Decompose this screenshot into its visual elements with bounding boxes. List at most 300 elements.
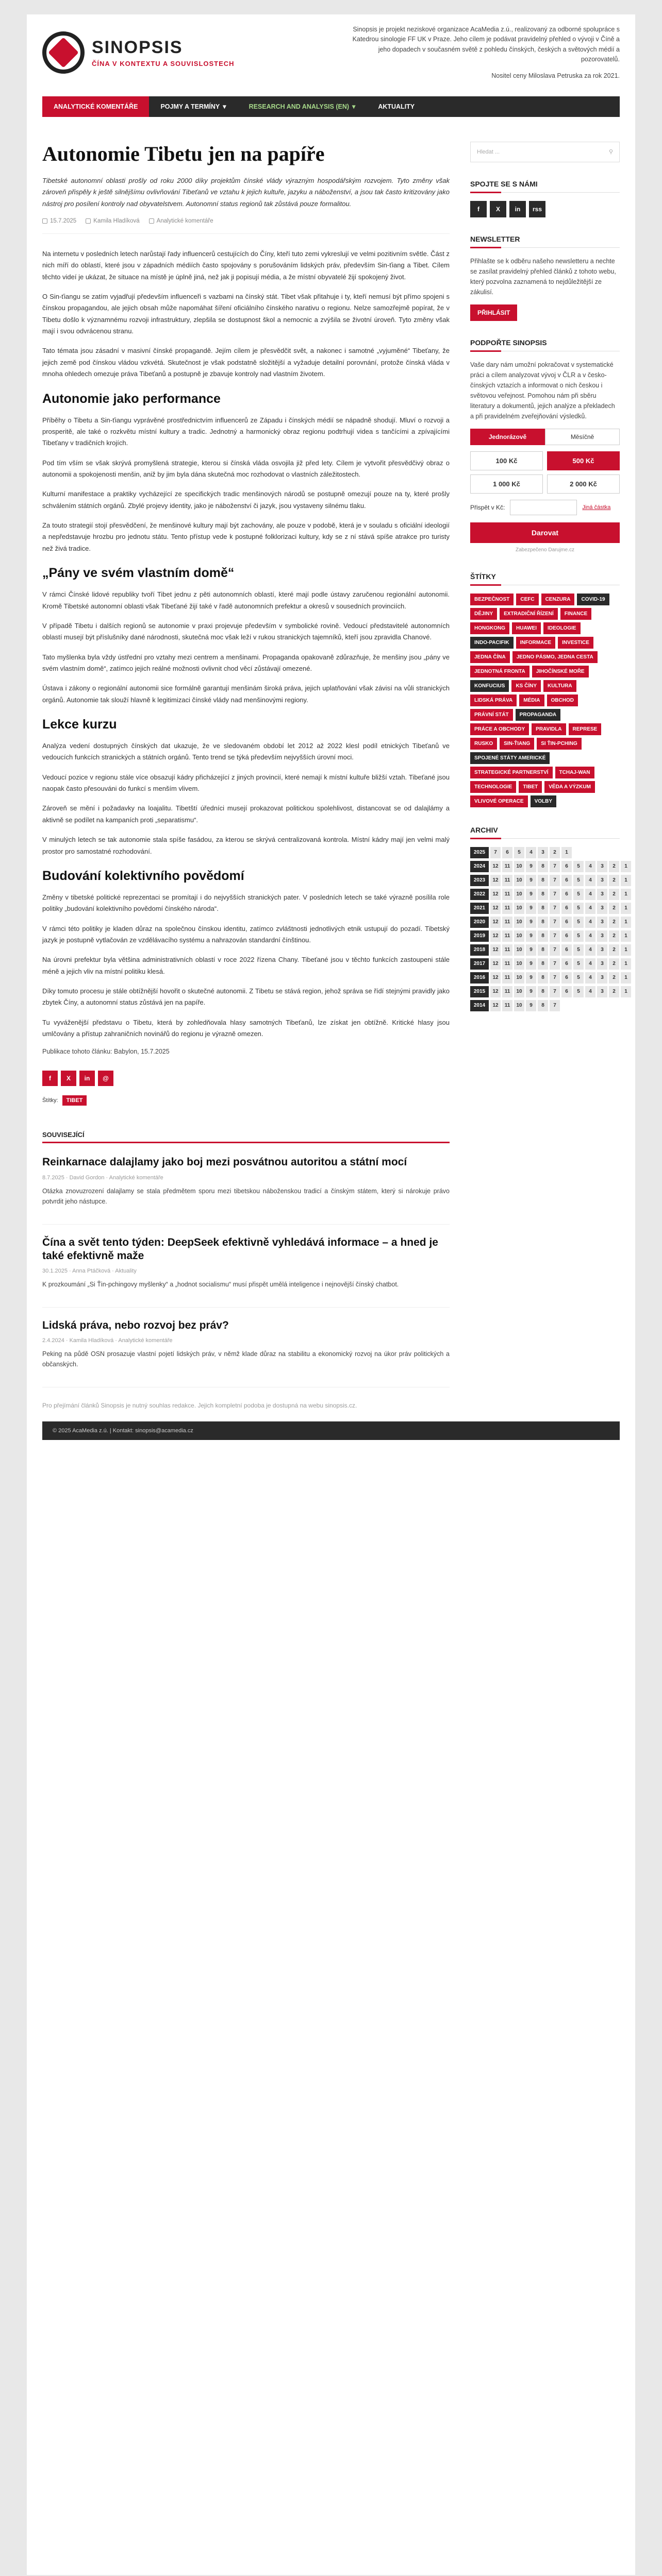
archive-row [470,875,627,886]
archive-month[interactable]: 10 [514,917,524,928]
logo-mark-icon [42,31,85,74]
archive-month[interactable]: 8 [538,875,548,886]
archive-row [470,986,627,997]
archive-month[interactable]: 9 [526,944,536,956]
archive-month[interactable]: 10 [514,861,524,872]
archive-month[interactable]: 11 [502,944,512,956]
paragraph: Tato témata jsou zásadní v masivní čínské propagandě. Jejím cílem je přesvědčit svět, a nakonec i samotné „vyjuměné“ Tibeťany, že jejich země pod čínskou vládou vzkvétá. Skutečnost je však podstatně složitější a vyžaduje detailní porovnání, protože čínská vláda v mnoha ohledech omezuje práva Tibeťanů a postupně je zbavuje kontroly nad vlastním životem. [42,347,450,378]
archive-month[interactable]: 11 [502,958,512,970]
article-author: Kamila Hladíková [93,217,140,224]
paragraph: Vedoucí pozice v regionu stále více obsazují kádry přicházející z jiných provincií, které nemají k místní kultuře bližší vztah. Tibeťané jsou naopak často přesouváni do funkcí s menším vlivem. [42,773,450,793]
archive-row [470,930,627,942]
tag-cloud-item[interactable]: HONGKONG [470,622,509,634]
archive-month[interactable]: 1 [621,861,631,872]
archive-month[interactable]: 3 [597,958,607,970]
archive-month[interactable]: 2 [609,861,619,872]
page [27,14,635,2575]
archive-month[interactable]: 4 [585,861,595,872]
archive-month[interactable]: 9 [526,875,536,886]
archive-month[interactable]: 8 [538,1000,548,1011]
archive-month[interactable]: 2 [609,944,619,956]
related-item-title[interactable]: Čína a svět tento týden: DeepSeek efektivně vyhledává informace – a hned je také efektivně maže [42,1236,438,1262]
archive-row [470,861,627,872]
tag-cloud-item[interactable]: BEZPEČNOST [470,594,514,605]
archive-month[interactable]: 4 [585,903,595,914]
paragraph: Ústava i zákony o regionální autonomii sice formálně garantují menšinám široká práva, jejich uplatňování však závisí na vůli stranických orgánů. Autonomie tak slouží hlavně k legitimizaci čínské vlády nad menšinovými regiony. [42,684,450,704]
archive-month[interactable]: 7 [550,1000,560,1011]
archive-month[interactable]: 8 [538,986,548,997]
paragraph: Změny v tibetské politické reprezentaci se promítají i do nejvyšších stranických pater. V posledních letech se také výrazně posílila role politiky „budování kolektivního povědomí čínského národa“. [42,893,450,913]
archive-month[interactable]: 4 [585,875,595,886]
chevron-down-icon: ▾ [352,103,356,111]
reprint-note: Pro přejímání článků Sinopsis je nutný souhlas redakce. Jejich kompletní podoba je dostupná na webu sinopsis.cz. [42,1402,357,1410]
archive-month[interactable]: 12 [490,972,501,984]
archive-month[interactable]: 6 [561,861,572,872]
paragraph: Zároveň se mění i požadavky na loajalitu. Tibetští úředníci musejí prokazovat politickou spolehlivost, distancovat se od dalajlámy a aktivně se podílet na kampaních proti „separatismu“. [42,804,450,824]
archive-month[interactable]: 11 [502,861,512,872]
paragraph: Díky tomuto procesu je stále obtížnější hovořit o skutečné autonomii. Z Tibetu se stává region, jehož správa se řídí stejnými pravidly jako zbytek Číny, a autonomní status zůstává jen na papíře. [42,987,450,1007]
archive-month[interactable]: 3 [597,903,607,914]
archive-month[interactable]: 11 [502,889,512,900]
paragraph: V minulých letech se tak autonomie stala spíše fasádou, za kterou se skrývá centralizovaná kontrola. Místní kádry mají jen velmi malý prostor pro samostatné rozhodování. [42,836,450,855]
linkedin-icon[interactable]: in [509,201,526,217]
archive-month[interactable]: 5 [573,903,584,914]
archive-month[interactable]: 3 [597,917,607,928]
nav-item-pojmy[interactable] [149,96,237,117]
article-date: 15.7.2025 [50,217,77,224]
archive-month[interactable]: 5 [573,944,584,956]
archive-month[interactable]: 9 [526,861,536,872]
tag-cloud-item[interactable]: VĚDA A VÝZKUM [544,781,595,793]
archive-month[interactable]: 12 [490,986,501,997]
archive-month[interactable]: 11 [502,986,512,997]
archive-month[interactable]: 9 [526,1000,536,1011]
article-section [42,392,450,555]
tag-cloud-item[interactable]: INVESTICE [558,637,593,649]
paragraph: O Sin-ťiangu se zatím vyjadřují především influenceři s vazbami na čínský stát. Tibet však přitahuje i ty, kteří nemusí být přímo spojeni s čínskou propagandou, ale jejich obsah může napomáhat šíření oficiálního čínského narativu o regionu. Nelze samozřejmě popírat, že v Tibetu došlo k významnému rozvoji infrastruktury, zlepšila se dostupnost škol a nemocnic a zvýšila se životní úroveň. Tyto změny však mají i svou odvrácenou stranu. [42,293,450,335]
archive-month[interactable]: 9 [526,930,536,942]
archive-month[interactable]: 4 [526,847,536,858]
archive-row [470,944,627,956]
archive-month[interactable]: 3 [597,889,607,900]
archive-month[interactable]: 2 [609,903,619,914]
archive-row [470,958,627,970]
archive-month[interactable]: 2 [609,889,619,900]
powered-by: Zabezpečeno Darujme.cz [516,547,574,553]
archive-month[interactable]: 12 [490,944,501,956]
archive-month[interactable]: 12 [490,1000,501,1011]
archive-month[interactable]: 1 [621,944,631,956]
share-buttons [42,1071,450,1086]
archive-year[interactable]: 2014 [470,1000,489,1011]
tag-cloud-item[interactable]: RUSKO [470,738,497,750]
archive-month[interactable]: 5 [573,861,584,872]
tag-cloud-item[interactable]: SPOJENÉ STÁTY AMERICKÉ [470,752,550,764]
archive-month[interactable]: 1 [621,972,631,984]
archive-month[interactable]: 4 [585,972,595,984]
archive-month[interactable]: 4 [585,930,595,942]
archive-month[interactable]: 5 [573,889,584,900]
paragraph: Na internetu v posledních letech narůstají řady influencerů cestujících do Číny, kteří tuto zemi vykreslují ve velmi pozitivním světle. Část z nich míří do oblastí, které jsou v západních médiích často spojovány s porušováním lidských práv, především Sin-ťiang a Tibet. Cílem těchto videí je ukázat, že situace na místě je úplně jiná, než jak ji popisují média, a že místní obyvatelé žijí spokojený život. [42,249,450,281]
tag-cloud-item[interactable]: PRÁCE A OBCHODY [470,723,529,735]
archive-month[interactable]: 6 [561,875,572,886]
archive-year[interactable]: 2024 [470,861,489,872]
archive-month[interactable]: 6 [561,889,572,900]
article-signature: Publikace tohoto článku: Babylon, 15.7.2025 [42,1048,170,1056]
archive-month[interactable]: 5 [573,917,584,928]
article-tags [42,1095,450,1106]
archive-month[interactable]: 12 [490,861,501,872]
article-section [42,869,450,1040]
related-item-meta: 8.7.2025 · David Gordon · Analytické komentáře [42,1174,163,1181]
archive-month[interactable]: 11 [502,875,512,886]
archive-month[interactable]: 4 [585,958,595,970]
tag-cloud-item[interactable]: TCHAJ-WAN [555,767,594,778]
archive-month[interactable]: 7 [550,986,560,997]
tag-cloud-item[interactable]: HUAWEI [512,622,541,634]
search-icon[interactable]: ⚲ [608,149,613,156]
nav-label: AKTUALITY [378,103,415,110]
archive-year[interactable]: 2022 [470,889,489,900]
tag-cloud-item[interactable]: MÉDIA [519,694,544,706]
related-item [42,1156,450,1224]
archive-month[interactable]: 5 [573,986,584,997]
paragraph: V rámci této politiky je kladen důraz na společnou čínskou identitu, zatímco zvláštnosti jednotlivých etnik ustupují do pozadí. Tibetský jazyk je postupně vytlačován ze vzdělávacího systému a nahrazován standardní čínštinou. [42,924,450,944]
archive-month[interactable]: 11 [502,903,512,914]
section-heading: Autonomie jako performance [42,391,221,406]
archive-month[interactable]: 7 [550,861,560,872]
award-text: Nositel ceny Miloslava Petruska za rok 2021. [491,72,620,79]
archive-month[interactable]: 7 [550,875,560,886]
archive-month[interactable]: 12 [490,903,501,914]
archive-month[interactable]: 11 [502,972,512,984]
archive-title: ARCHIV [470,826,620,839]
archive-month[interactable]: 3 [597,875,607,886]
archive-month[interactable]: 9 [526,889,536,900]
archive-year[interactable]: 2016 [470,972,489,984]
mode-monthly[interactable]: Měsíčně [545,429,620,445]
site-header [42,14,620,92]
archive-month[interactable]: 5 [573,930,584,942]
archive-month[interactable]: 4 [585,944,595,956]
date-meta [42,218,76,224]
archive-month[interactable]: 1 [621,889,631,900]
article-category: Analytické komentáře [156,217,213,224]
archive-month[interactable]: 2 [609,958,619,970]
archive-row [470,1000,620,1011]
archive-month[interactable]: 5 [573,972,584,984]
archive-year[interactable]: 2018 [470,944,489,956]
archive-month[interactable]: 3 [597,972,607,984]
category-meta[interactable] [149,218,213,224]
tag-cloud-item[interactable]: IDEOLOGIE [543,622,581,634]
tag-cloud-item[interactable]: JEDNA ČÍNA [470,651,510,663]
archive-row [470,972,627,984]
tag-cloud-item[interactable]: INDO-PACIFIK [470,637,514,649]
archive-month[interactable]: 3 [597,944,607,956]
site-footer: © 2025 AcaMedia z.ú. | Kontakt: sinopsis@acamedia.cz [42,1421,620,1440]
tag-cloud-item[interactable]: INFORMACE [516,637,556,649]
archive-month[interactable]: 11 [502,1000,512,1011]
archive-month[interactable]: 12 [490,875,501,886]
custom-amount-input[interactable] [510,500,577,515]
nav-label: RESEARCH AND ANALYSIS (EN) [249,103,350,110]
archive-year[interactable]: 2015 [470,986,489,997]
nav-item-aktuality[interactable] [367,96,426,117]
search-placeholder: Hledat ... [477,148,500,155]
archive-month[interactable]: 6 [561,903,572,914]
amount-option[interactable]: 2 000 Kč [547,474,620,494]
archive-month[interactable]: 8 [538,917,548,928]
archive [470,847,627,1011]
archive-month[interactable]: 3 [538,847,548,858]
archive-month[interactable]: 8 [538,861,548,872]
archive-month[interactable]: 1 [621,930,631,942]
tag-cloud-item[interactable]: FINANCE [560,608,591,620]
amount-option[interactable]: 100 Kč [470,451,543,470]
archive-month[interactable]: 4 [585,986,595,997]
archive-month[interactable]: 5 [514,847,524,858]
support-title: PODPOŘTE SINOPSIS [470,338,620,351]
rss-icon[interactable]: rss [529,201,545,217]
related-item-title[interactable]: Reinkarnace dalajlamy jako boj mezi posvátnou autoritou a státní mocí [42,1156,407,1168]
archive-month[interactable]: 10 [514,1000,524,1011]
facebook-icon[interactable]: f [470,201,487,217]
archive-month[interactable]: 6 [502,847,512,858]
custom-amount-label: Přispět v Kč: [470,503,505,511]
archive-month[interactable]: 8 [538,944,548,956]
archive-month[interactable]: 2 [550,847,560,858]
article-title: Autonomie Tibetu jen na papíře [42,142,325,165]
header-about [352,25,620,81]
amount-option[interactable]: 1 000 Kč [470,474,543,494]
article-lead: Tibetské autonomní oblasti prošly od roku 2000 díky projektům čínské vlády výrazným hospodářským rozvojem. Tyto změny však zároveň přispěly k ještě silnějšímu ovlivňování Tibeťanů ve vztahu k jejich kultuře, jazyku a náboženství, a jsou tak často kritizovány jako nástroj pro posílení kontroly nad obyvatelstvem. Autonomní status regionů tak zůstává pouze formalitou. [42,176,450,208]
archive-row [470,847,620,858]
related-item-meta: 30.1.2025 · Anna Ptáčková · Aktuality [42,1268,137,1275]
main-nav [42,96,620,117]
archive-month[interactable]: 1 [621,903,631,914]
related-item [42,1236,450,1308]
archive-month[interactable]: 10 [514,986,524,997]
archive-month[interactable]: 10 [514,889,524,900]
archive-month[interactable]: 2 [609,986,619,997]
archive-year[interactable]: 2021 [470,903,489,914]
section-heading: Lekce kurzu [42,717,117,732]
archive-month[interactable]: 3 [597,930,607,942]
archive-month[interactable]: 4 [585,889,595,900]
archive-month[interactable]: 7 [490,847,501,858]
tag-cloud-item[interactable]: TECHNOLOGIE [470,781,516,793]
archive-month[interactable]: 3 [597,986,607,997]
archive-month[interactable]: 5 [573,875,584,886]
archive-month[interactable]: 1 [621,875,631,886]
newsletter-subscribe-button[interactable]: PŘIHLÁSIT [470,304,517,321]
archive-month[interactable]: 6 [561,986,572,997]
search-input[interactable] [470,142,620,162]
archive-month[interactable]: 8 [538,903,548,914]
tags-label: Štítky: [42,1097,58,1104]
nav-item-research[interactable] [238,96,367,117]
archive-month[interactable]: 9 [526,958,536,970]
tag-cloud-item[interactable]: SI ŤIN-PCHING [537,738,582,750]
tag-cloud-item[interactable]: DĚJINY [470,608,497,620]
nav-label: POJMY A TERMÍNY [160,103,220,110]
archive-month[interactable]: 1 [561,847,572,858]
social-links [470,201,620,217]
archive-month[interactable]: 12 [490,930,501,942]
archive-year[interactable]: 2019 [470,930,489,942]
support-text: Vaše dary nám umožní pokračovat v systematické práci a cílem analyzovat vývoj v ČLR a v česko-čínských vztazích a informovat o nich českou i světovou veřejnost. Pomohou nám při sběru literatury a dokumentů, jejich analýze a překladech a při pravidelném zveřejňování výsledků. [470,361,615,420]
tag-cloud-item[interactable]: VOLBY [531,795,556,807]
share-linkedin-button[interactable]: in [79,1071,95,1086]
tag-cloud-item[interactable]: PRAVIDLA [532,723,566,735]
archive-month[interactable]: 7 [550,972,560,984]
site-tagline: ČÍNA V KONTEXTU A SOUVISLOSTECH [92,60,235,68]
paragraph: V případě Tibetu i dalších regionů se autonomie v praxi projevuje především v symbolické rovině. Vedoucí představitelé autonomních oblastí musejí být příslušníky dané národnosti, skutečná moc však leží v rukou stranických tajemníků, kteří jsou zpravidla Chanové. [42,621,450,641]
archive-month[interactable]: 12 [490,889,501,900]
about-text: Sinopsis je projekt neziskové organizace AcaMedia z.ú., realizovaný za odborné spolupráce s Katedrou sinologie FF UK v Praze. Jeho cílem je podávat pravidelný přehled o vývoji v Číně a jeho dopadech v současném světě z pohledu čínských, českých a světových médií a pozorovatelů. [352,26,620,63]
tag-cloud-item[interactable]: EXTRADIČNÍ ŘÍZENÍ [500,608,558,620]
tag-cloud-item[interactable]: COVID-19 [577,594,609,605]
archive-month[interactable]: 8 [538,958,548,970]
donate-button[interactable]: Darovat [470,522,620,543]
archive-month[interactable]: 7 [550,889,560,900]
tag-cloud-item[interactable]: KONFUCIUS [470,680,509,692]
archive-month[interactable]: 8 [538,930,548,942]
article-section [42,717,450,857]
paragraph: V rámci Čínské lidové republiky tvoří Tibet jednu z pěti autonomních oblastí, které mají podle ústavy zaručenou regionální autonomii. Kromě Tibetské autonomní oblasti však Tibeťané žijí také v řadě autonomních prefektur a okresů v sousedních provinciích. [42,590,450,610]
calendar-icon [42,218,47,224]
section-heading: „Pány ve svém vlastním domě“ [42,566,235,581]
archive-row [470,903,627,914]
archive-month[interactable]: 2 [609,875,619,886]
archive-month[interactable]: 7 [550,903,560,914]
tag-cloud-item[interactable]: CEFC [516,594,538,605]
archive-month[interactable]: 6 [561,930,572,942]
paragraph: Pod tím vším se však skrývá promyšlená strategie, kterou si čínská vláda osvojila již před lety. Cílem je vytvořit přesvědčivý obraz o autonomii a spokojenosti menšin, aniž by jim byla dána skutečná moc rozhodovat o vlastních záležitostech. [42,459,450,478]
archive-year[interactable]: 2025 [470,847,489,858]
paragraph: Tato myšlenka byla vždy ústřední pro vztahy mezi centrem a menšinami. Propaganda opakovaně zdůrazňuje, že menšiny jsou „pány ve svém vlastním domě“, zatímco jejich reálné možnosti ovlivnit chod věcí zůstávají omezené. [42,653,450,672]
user-icon [86,218,91,224]
archive-month[interactable]: 11 [502,917,512,928]
tag-cloud-item[interactable]: OBCHOD [547,694,578,706]
archive-month[interactable]: 2 [609,930,619,942]
archive-month[interactable]: 10 [514,958,524,970]
archive-month[interactable]: 1 [621,986,631,997]
tag-cloud-item[interactable]: STRATEGICKÉ PARTNERSTVÍ [470,767,553,778]
archive-month[interactable]: 1 [621,958,631,970]
archive-month[interactable]: 10 [514,875,524,886]
share-x-button[interactable]: X [61,1071,76,1086]
share-email-button[interactable]: @ [98,1071,113,1086]
archive-month[interactable]: 6 [561,944,572,956]
x-icon[interactable]: X [490,201,506,217]
sidebar [470,142,627,1411]
archive-month[interactable]: 9 [526,986,536,997]
archive-month[interactable]: 6 [561,958,572,970]
tag-cloud-item[interactable]: SIN-ŤIANG [500,738,534,750]
newsletter-title: NEWSLETTER [470,235,620,248]
archive-month[interactable]: 12 [490,917,501,928]
site-name: SINOPSIS [92,38,183,58]
tag-cloud-item[interactable]: TIBET [519,781,542,793]
archive-month[interactable]: 9 [526,972,536,984]
tag-cloud-item[interactable]: CENZURA [541,594,575,605]
article-meta [42,218,450,234]
archive-month[interactable]: 7 [550,944,560,956]
archive-row [470,889,627,900]
related-item-text: Otázka znovuzrození dalajlamy se stala předmětem sporu mezi tibetskou náboženskou tradicí a čínským státem, který si nárokuje právo potvrdit jeho nástupce. [42,1187,450,1205]
archive-month[interactable]: 7 [550,958,560,970]
archive-month[interactable]: 5 [573,958,584,970]
paragraph: Za touto strategií stojí přesvědčení, že menšinové kultury mají být zachovány, ale pouze v podobě, která je v souladu s oficiální ideologií a nepředstavuje hrozbu pro jednotu státu. Tento přístup vede k postupné folklorizaci kultury, kdy se z ní stává spíše atrakce pro turisty než živá tradice. [42,521,450,552]
archive-month[interactable]: 7 [550,930,560,942]
archive-month[interactable]: 9 [526,903,536,914]
archive-month[interactable]: 11 [502,930,512,942]
site-logo[interactable] [42,25,235,81]
archive-month[interactable]: 6 [561,917,572,928]
tag-cloud-item[interactable]: KS ČÍNY [511,680,541,692]
donation-amounts [470,451,620,494]
nav-label: ANALYTICKÉ KOMENTÁŘE [54,103,138,110]
tag-cloud-item[interactable]: JEDNOTNÁ FRONTA [470,666,529,677]
archive-month[interactable]: 9 [526,917,536,928]
related-item-title[interactable]: Lidská práva, nebo rozvoj bez práv? [42,1319,229,1332]
archive-year[interactable]: 2020 [470,917,489,928]
archive-month[interactable]: 10 [514,903,524,914]
archive-month[interactable]: 4 [585,917,595,928]
author-meta[interactable] [86,218,139,224]
archive-month[interactable]: 2 [609,917,619,928]
tag-cloud-item[interactable]: PROPAGANDA [516,709,560,721]
tag-cloud-item[interactable]: PRÁVNÍ STÁT [470,709,513,721]
tags-title: ŠTÍTKY [470,572,620,585]
archive-month[interactable]: 10 [514,930,524,942]
nav-item-komentare[interactable] [42,96,149,117]
archive-month[interactable]: 6 [561,972,572,984]
tag-cloud-item[interactable]: KULTURA [543,680,576,692]
tag-cloud-item[interactable]: VLIVOVÉ OPERACE [470,795,528,807]
tag-cloud-item[interactable]: LIDSKÁ PRÁVA [470,694,517,706]
custom-amount-link[interactable]: Jiná částka [582,504,611,511]
tag-cloud-item[interactable]: JEDNO PÁSMO, JEDNA CESTA [512,651,598,663]
archive-row [470,917,627,928]
paragraph: Kulturní manifestace a praktiky vycházející ze specifických tradic menšinových národů se postupně omezují pouze na ty, které prošly schválením státních orgánů. Zbylé projevy identity, jako je náboženství či jazyk, jsou vystaveny silnému tlaku. [42,490,450,510]
content [42,142,627,1411]
archive-month[interactable]: 10 [514,944,524,956]
archive-month[interactable]: 8 [538,889,548,900]
tag-tibet[interactable]: TIBET [62,1095,87,1106]
tag-cloud-item[interactable]: JIHOČÍNSKÉ MOŘE [532,666,589,677]
amount-option[interactable]: 500 Kč [547,451,620,470]
tag-cloud-item[interactable]: REPRESE [569,723,602,735]
archive-month[interactable]: 10 [514,972,524,984]
archive-month[interactable]: 12 [490,958,501,970]
archive-month[interactable]: 3 [597,861,607,872]
archive-year[interactable]: 2017 [470,958,489,970]
article-section [42,248,450,380]
archive-month[interactable]: 2 [609,972,619,984]
share-facebook-button[interactable]: f [42,1071,58,1086]
related-title: SOUVISEJÍCÍ [42,1131,450,1143]
archive-month[interactable]: 1 [621,917,631,928]
related-item-meta: 2.4.2024 · Kamila Hladíková · Analytické komentáře [42,1337,173,1344]
archive-month[interactable]: 7 [550,917,560,928]
mode-one-time[interactable]: Jednorázově [470,429,545,445]
archive-month[interactable]: 8 [538,972,548,984]
related-item-text: Peking na půdě OSN prosazuje vlastní pojetí lidských práv, v němž klade důraz na stabilitu a ekonomický rozvoj na úkor práv politických a občanských. [42,1350,450,1368]
archive-year[interactable]: 2023 [470,875,489,886]
